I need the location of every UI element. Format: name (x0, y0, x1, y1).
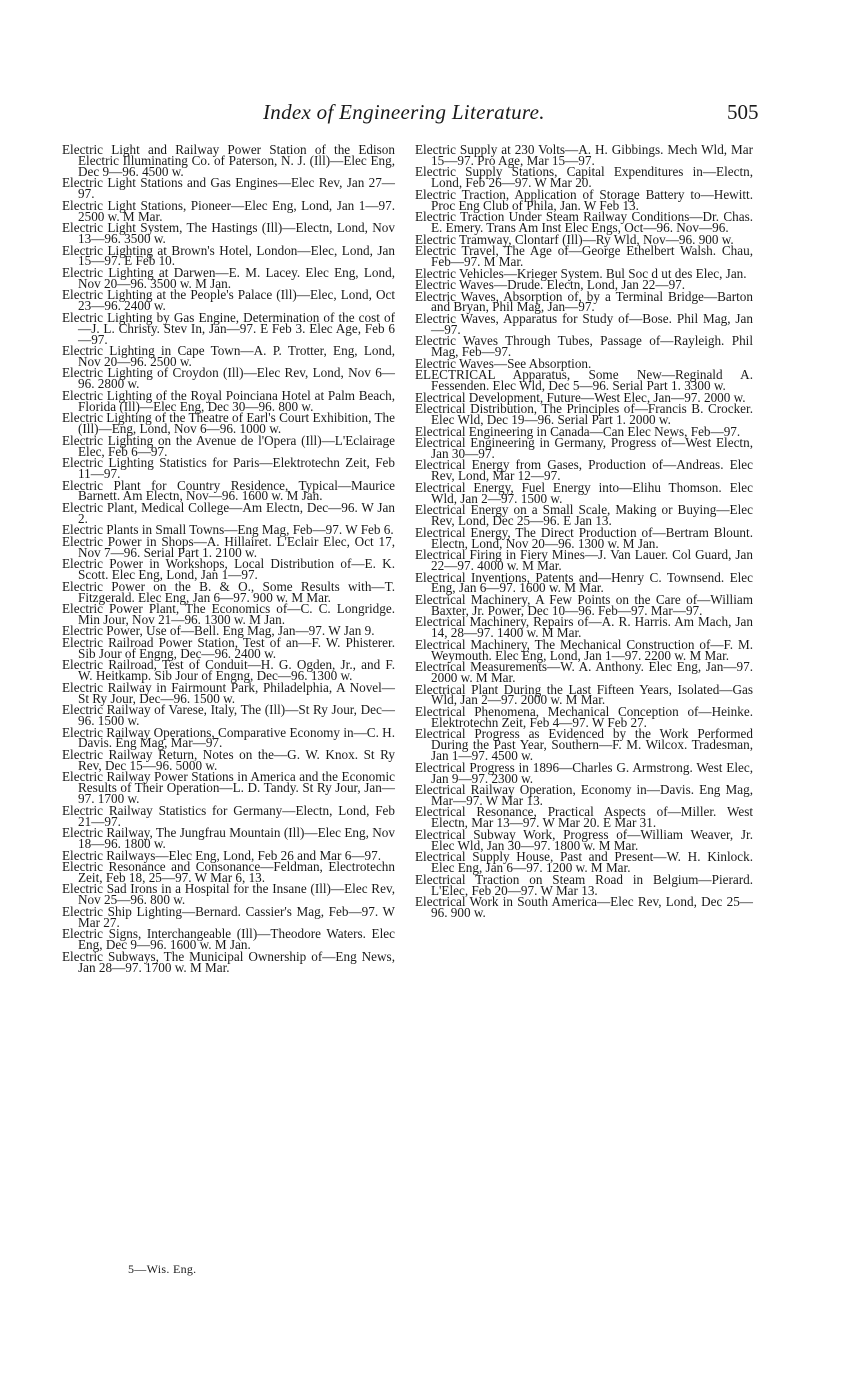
index-entry: Electrical Energy on a Small Scale, Making or Buying—Elec Rev, Lond, Dec 25—96. E Jan 13. (415, 502, 753, 529)
index-entry: Electric Subways, The Municipal Ownership of—Eng News, Jan 28—97. 1700 w. M Mar. (62, 948, 395, 975)
index-entry: Electrical Traction on Steam Road in Belgium—Pierard. L'Elec, Feb 20—97. W Mar 13. (415, 871, 753, 898)
index-entry: Electric Railway Statistics for Germany—Electn, Lond, Feb 21—97. (62, 802, 395, 829)
index-entry: Electric Travel, The Age of—George Ethelbert Walsh. Chau, Feb—97. M Mar. (415, 243, 753, 270)
index-entry: Electrical Railway Operation, Economy in—Davis. Eng Mag, Mar—97. W Mar 13. (415, 782, 753, 808)
index-entry: Electrical Resonance, Practical Aspects of—Miller. West Electn, Mar 13—97. W Mar 20. E Mar 31. (415, 804, 753, 831)
index-entry: Electric Waves, Apparatus for Study of—Bose. Phil Mag, Jan—97. (415, 310, 753, 337)
index-entry: Electric Ship Lighting—Bernard. Cassier's Mag, Feb—97. W Mar 27. (62, 903, 395, 930)
index-entry: Electric Waves—See Absorption. (415, 355, 592, 371)
index-entry: Electric Waves, Absorption of, by a Terminal Bridge—Barton and Bryan, Phil Mag, Jan—97. (415, 288, 753, 315)
index-entry: Electric Resonance and Consonance—Feldman, Electrotechn Zeit, Feb 18, 25—97. W Mar 6, 13. (62, 859, 395, 885)
index-entry: Electric Traction, Application of Storage Battery to—Hewitt. Proc Eng Club of Phila, Jan. W Feb 13. (415, 186, 753, 213)
index-entry: Electric Lighting at the People's Palace (Ill)—Elec, Lond, Oct 23—96. 2400 w. (62, 287, 395, 314)
index-entry: Electrical Phenomena, Mechanical Conception of—Heinke. Elektrotechn Zeit, Feb 4—97. W Feb 27. (415, 703, 753, 730)
index-entry: Electrical Measurements—W. A. Anthony. Elec Eng, Jan—97. 2000 w. M Mar. (415, 659, 753, 686)
index-entry: Electrical Energy, Fuel Energy into—Elihu Thomson. Elec Wld, Jan 2—97. 1500 w. (415, 479, 753, 506)
index-entry: Electric Light Stations, Pioneer—Elec Eng, Lond, Jan 1—97. 2500 w. M Mar. (62, 197, 395, 224)
index-entry: Electric Light Stations and Gas Engines—Elec Rev, Jan 27—97. (62, 175, 395, 202)
index-entry: Electric Lighting of the Theatre of Earl's Court Exhibition, The (Ill)—Eng, Lond, Nov 6—96. 1000 w. (62, 410, 395, 437)
index-entry: Electric Railroad, Test of Conduit—H. G. Ogden, Jr., and F. W. Heitkamp. Sib Jour of Engng, Dec—96. 1300 w. (62, 657, 395, 684)
index-entry: Electric Plant for Country Residence, Typical—Maurice Barnett. Am Electn, Nov—96. 1600 w. M Jan. (62, 477, 395, 504)
index-entry: Electrical Plant During the Last Fifteen Years, Isolated—Gas Wld, Jan 2—97. 2000 w. M Mar. (415, 681, 753, 708)
index-entry: Electric Railway of Varese, Italy, The (Ill)—St Ry Jour, Dec—96. 1500 w. (62, 702, 395, 729)
index-entry: Electric Railway Power Stations in America and the Economic Results of Their Operation—L. D. Tandy. St Ry Jour, Jan—97. 1700 w. (62, 769, 395, 807)
index-entry: Electrical Machinery, A Few Points on the Care of—William Baxter, Jr. Power, Dec 10—96. Feb—97. Mar—97. (415, 591, 753, 618)
index-entry: Electric Vehicles—Krieger System. Bul Soc d ut des Elec, Jan. (415, 265, 747, 281)
index-entry: Electric Railways—Elec Eng, Lond, Feb 26 and Mar 6—97. (62, 847, 381, 863)
index-entry: Electrical Machinery, The Mechanical Construction of—F. M. Weymouth. Elec Eng, Lond, Jan 1—97. 2200 w. M Mar. (415, 636, 753, 663)
page-header (0, 100, 863, 130)
index-entry: Electric Lighting on the Avenue de l'Opera (Ill)—L'Eclairage Elec, Feb 6—97. (62, 432, 395, 459)
index-entry: Electric Lighting Statistics for Paris—Elektrotechn Zeit, Feb 11—97. (62, 455, 395, 481)
index-entry: Electrical Energy, The Direct Production of—Bertram Blount. Electn, Lond, Nov 20—96. 1300 w. M Jan. (415, 524, 753, 551)
index-entry: Electrical Energy from Gases, Production of—Andreas. Elec Rev, Lond, Mar 12—97. (415, 457, 753, 484)
right-column (415, 142, 753, 920)
index-entry: Electric Railway in Fairmount Park, Philadelphia, A Novel—St Ry Jour, Dec—96. 1500 w. (62, 679, 395, 706)
index-entry: Electric Power in Workshops, Local Distribution of—E. K. Scott. Elec Eng, Lond, Jan 1—97. (62, 556, 395, 583)
index-entry: Electric Lighting of Croydon (Ill)—Elec Rev, Lond, Nov 6—96. 2800 w. (62, 365, 395, 392)
index-entry: Electric Lighting by Gas Engine, Determination of the cost of—J. L. Christy. Stev In, Jan—97. E Feb 3. Elec Age, Feb 6—97. (62, 309, 395, 347)
index-entry: Electric Plant, Medical College—Am Electn, Dec—96. W Jan 2. (62, 499, 395, 526)
footnote: 5—Wis. Eng. (128, 1262, 197, 1276)
index-entry: Electric Power, Use of—Bell. Eng Mag, Jan—97. W Jan 9. (62, 623, 375, 639)
index-entry: Electric Signs, Interchangeable (Ill)—Theodore Waters. Elec Eng, Dec 9—96. 1600 w. M Jan. (62, 926, 395, 953)
index-entry: Electric Power on the B. & O., Some Results with—T. Fitzgerald. Elec Eng, Jan 6—97. 900 w. M Mar. (62, 578, 395, 605)
index-entry: Electric Traction Under Steam Railway Conditions—Dr. Chas. E. Emery. Trans Am Inst Elec Engs, Oct—96. Nov—96. (415, 209, 753, 236)
index-entry: Electrical Engineering in Germany, Progress of—West Electn, Jan 30—97. (415, 435, 753, 461)
index-entry: Electric Sad Irons in a Hospital for the Insane (Ill)—Elec Rev, Nov 25—96. 800 w. (62, 881, 395, 908)
page-number: 505 (727, 100, 759, 124)
index-entry: Electrical Inventions, Patents and—Henry C. Townsend. Elec Eng, Jan 6—97. 1600 w. M Mar. (415, 569, 753, 596)
index-entry: Electric Plants in Small Towns—Eng Mag, Feb—97. W Feb 6. (62, 522, 394, 538)
index-entry: Electric Power in Shops—A. Hillairet. L'Eclair Elec, Oct 17, Nov 7—96. Serial Part 1. 2100 w. (62, 533, 395, 560)
left-column (62, 142, 395, 975)
index-entry: Electric Light System, The Hastings (Ill)—Electn, Lond, Nov 13—96. 3500 w. (62, 220, 395, 247)
index-entry: Electric Lighting at Brown's Hotel, London—Elec, Lond, Jan 15—97. E Feb 10. (62, 242, 395, 269)
index-entry: Electrical Work in South America—Elec Rev, Lond, Dec 25—96. 900 w. (415, 894, 753, 920)
index-entry: Electric Railroad Power Station, Test of an—F. W. Phisterer. Sib Jour of Engng, Dec—96. 2400 w. (62, 634, 395, 661)
index-entry: Electric Waves Through Tubes, Passage of—Rayleigh. Phil Mag, Feb—97. (415, 333, 753, 360)
index-entry: Electrical Machinery, Repairs of—A. R. Harris. Am Mach, Jan 14, 28—97. 1400 w. M Mar. (415, 614, 753, 641)
index-entry: Electric Railway Operations, Comparative Economy in—C. H. Davis. Eng Mag, Mar—97. (62, 724, 395, 751)
index-entry: Electric Railway Return, Notes on the—G. W. Knox. St Ry Rev, Dec 15—96. 5000 w. (62, 746, 395, 773)
index-entry: Electric Lighting in Cape Town—A. P. Trotter, Eng, Lond, Nov 20—96. 2500 w. (62, 343, 395, 369)
index-entry: Electrical Engineering in Canada—Can Elec News, Feb—97. (415, 423, 741, 439)
index-entry: Electric Lighting at Darwen—E. M. Lacey. Elec Eng, Lond, Nov 20—96. 3500 w. M Jan. (62, 264, 395, 291)
index-entry: Electrical Development, Future—West Elec, Jan—97. 2000 w. (415, 389, 746, 405)
index-entry: Electric Light and Railway Power Station of the Edison Electric Illuminating Co. of Paterson, N. J. (Ill)—Elec Eng, Dec 9—96. 4500 w. (62, 142, 395, 179)
index-entry: Electric Railway, The Jungfrau Mountain (Ill)—Elec Eng, Nov 18—96. 1800 w. (62, 825, 395, 851)
index-entry: Electrical Distribution, The Principles of—Francis B. Crocker. Elec Wld, Dec 19—96. Serial Part 1. 2000 w. (415, 401, 753, 428)
running-title: Index of Engineering Literature. (263, 100, 545, 124)
index-entry: Electric Lighting of the Royal Poinciana Hotel at Palm Beach, Florida (Ill)—Elec Eng, Dec 30—96. 800 w. (62, 387, 395, 414)
index-entry: ELECTRICAL Apparatus, Some New—Reginald A. Fessenden. Elec Wld, Dec 5—96. Serial Part 1. 3300 w. (415, 367, 753, 394)
index-entry: Electrical Progress in 1896—Charles G. Armstrong. West Elec, Jan 9—97. 2300 w. (415, 759, 753, 786)
index-entry: Electric Supply Stations, Capital Expenditures in—Electn, Lond, Feb 26—97. W Mar 20. (415, 164, 753, 191)
index-entry: Electrical Subway Work, Progress of—William Weaver, Jr. Elec Wld, Jan 30—97. 1800 w. M Mar. (415, 826, 753, 853)
index-entry: Electrical Supply House, Past and Present—W. H. Kinlock. Elec Eng, Jan 6—97. 1200 w. M Mar. (415, 849, 753, 876)
index-entry: Electrical Firing in Fiery Mines—J. Van Lauer. Col Guard, Jan 22—97. 4000 w. M Mar. (415, 547, 753, 573)
index-entry: Electrical Progress as Evidenced by the Work Performed During the Past Year, Southern—F. M. Wilcox. Tradesman, Jan 1—97. 4500 w. (415, 726, 753, 764)
index-entry: Electric Tramway, Clontarf (Ill)—Ry Wld, Nov—96. 900 w. (415, 231, 734, 247)
index-entry: Electric Waves—Drude. Electn, Lond, Jan 22—97. (415, 277, 686, 293)
index-entry: Electric Power Plant, The Economics of—C. C. Longridge. Min Jour, Nov 21—96. 1300 w. M Jan. (62, 601, 395, 627)
index-entry: Electric Supply at 230 Volts—A. H. Gibbings. Mech Wld, Mar 15—97. Pro Age, Mar 15—97. (415, 142, 753, 168)
